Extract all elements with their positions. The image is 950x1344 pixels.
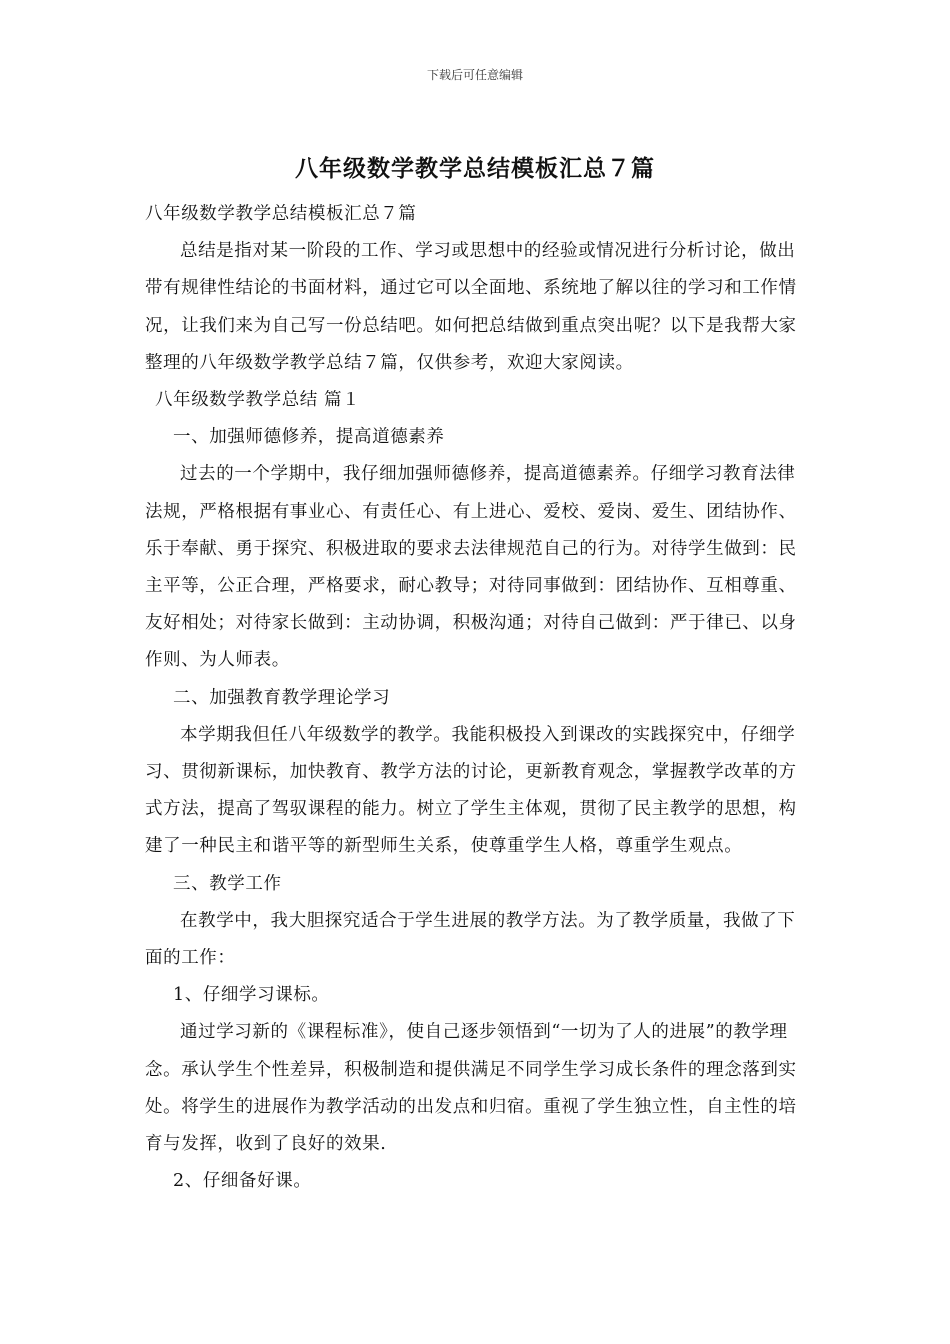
intro-paragraph: 总结是指对某一阶段的工作、学习或思想中的经验或情况进行分析讨论，做出带有规律性结论的书面材料，通过它可以全面地、系统地了解以往的学习和工作情况，让我们来为自己写一份总结吧。如何把总结做到重点突出呢？以下是我帮大家整理的八年级数学教学总结７篇，仅供参考，欢迎大家阅读。 — [145, 241, 797, 373]
section-paragraph: 在教学中，我大胆探究适合于学生进展的教学方法。为了教学质量，我做了下面的工作： — [145, 910, 796, 969]
document-title: 八年级数学教学总结模板汇总７篇 — [295, 156, 655, 182]
section-heading: 一、加强师德修养，提高道德素养 — [173, 427, 445, 448]
section-paragraph: 过去的一个学期中，我仔细加强师德修养，提高道德素养。仔细学习教育法律法规，严格根据有事业心、有责任心、有上进心、爱校、爱岗、爱生、团结协作、乐于奉献、勇于探究、积极进取的要求去法律规范自己的行为。对待学生做到：民主平等，公正合理，严格要求，耐心教导；对待同事做到：团结协作、互相尊重、友好相处；对待家长做到：主动协调，积极沟通；对待自己做到：严于律已、以身作则、为人师表。 — [145, 464, 797, 671]
section-heading: 三、教学工作 — [173, 873, 282, 894]
document-subtitle: 八年级数学教学总结模板汇总７篇 — [145, 204, 417, 224]
page-header-note: 下载后可任意编辑 — [426, 68, 523, 82]
part-heading: 八年级数学教学总结 篇１ — [155, 390, 361, 411]
section-heading: 二、加强教育教学理论学习 — [173, 687, 391, 708]
item-paragraph: 通过学习新的《课程标准》，使自己逐步领悟到“一切为了人的进展”的教学理念。承认学生个性差异，积极制造和提供满足不同学生学习成长条件的理念落到实处。将学生的进展作为教学活动的出发点和归宿。重视了学生独立性，自主性的培育与发挥，收到了良好的效果. — [145, 1022, 797, 1155]
section-paragraph: 本学期我但任八年级数学的教学。我能积极投入到课改的实践探究中，仔细学习、贯彻新课标，加快教育、教学方法的讨论，更新教育观念，掌握教学改革的方式方法，提高了驾驭课程的能力。树立了学生主体观，贯彻了民主教学的思想，构建了一种民主和谐平等的新型师生关系，使尊重学生人格，尊重学生观点。 — [145, 724, 797, 857]
item-heading: 2、仔细备好课。 — [173, 1171, 312, 1192]
document-body — [145, 196, 810, 1200]
item-heading: 1、仔细学习课标。 — [173, 985, 330, 1006]
